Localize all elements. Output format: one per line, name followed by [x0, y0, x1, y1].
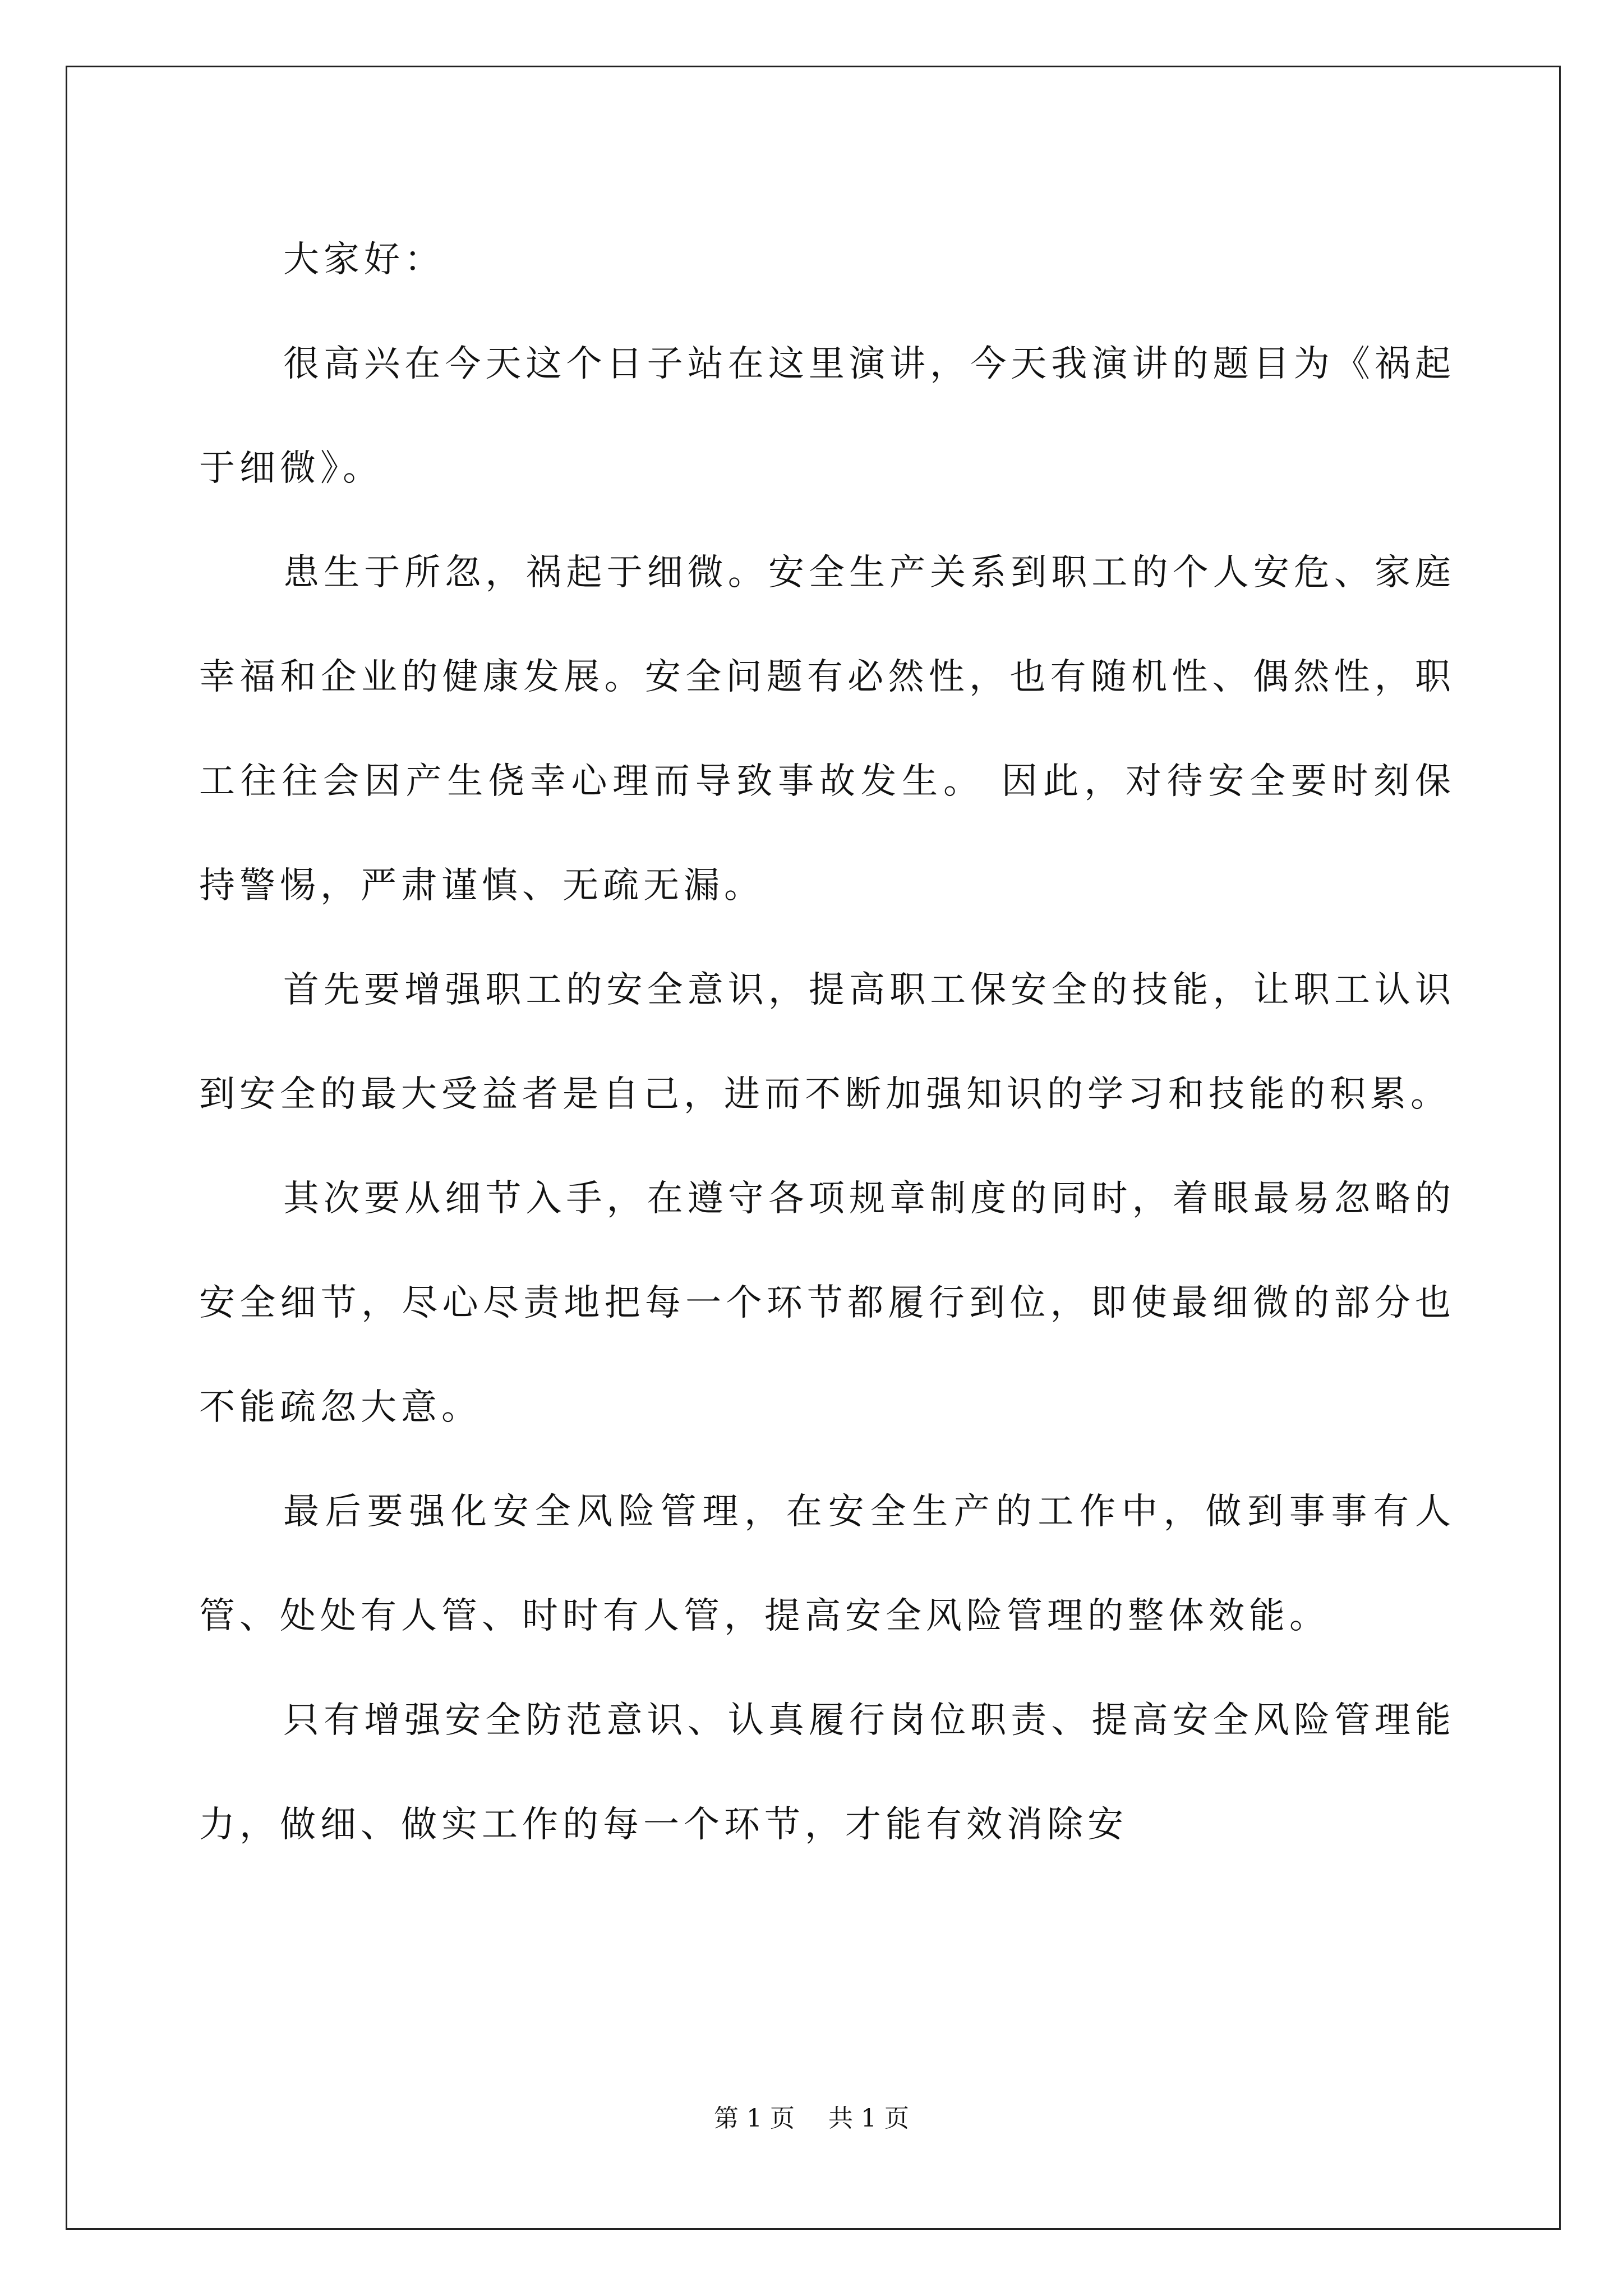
page-number-current: 第 1 页 — [714, 2104, 795, 2133]
paragraph: 患生于所忽，祸起于细微。安全生产关系到职工的个人安危、家庭幸福和企业的健康发展。安全问题有必然性，也有随机性、偶然性，职工往往会因产生侥幸心理而导致事故发生。 因此，对待安全要时刻保持警惕，严肃谨慎、无疏无漏。 — [199, 552, 1455, 907]
paragraph: 首先要增强职工的安全意识，提高职工保安全的技能，让职工认识到安全的最大受益者是自己，进而不断加强知识的学习和技能的积累。 — [199, 969, 1455, 1115]
page-footer — [0, 2098, 1623, 2134]
paragraph: 最后要强化安全风险管理，在安全生产的工作中，做到事事有人管、处处有人管、时时有人管，提高安全风险管理的整体效能。 — [199, 1491, 1455, 1637]
page-number-total: 共 1 页 — [828, 2104, 909, 2133]
paragraph: 其次要从细节入手，在遵守各项规章制度的同时，着眼最易忽略的安全细节，尽心尽责地把每一个环节都履行到位，即使最细微的部分也不能疏忽大意。 — [199, 1178, 1455, 1428]
paragraph: 只有增强安全防范意识、认真履行岗位职责、提高安全风险管理能力，做细、做实工作的每一个环节，才能有效消除安 — [199, 1700, 1455, 1846]
paragraph: 很高兴在今天这个日子站在这里演讲，今天我演讲的题目为《祸起于细微》。 — [199, 343, 1455, 489]
greeting: 大家好： — [283, 239, 445, 280]
document-body — [199, 208, 1455, 1877]
